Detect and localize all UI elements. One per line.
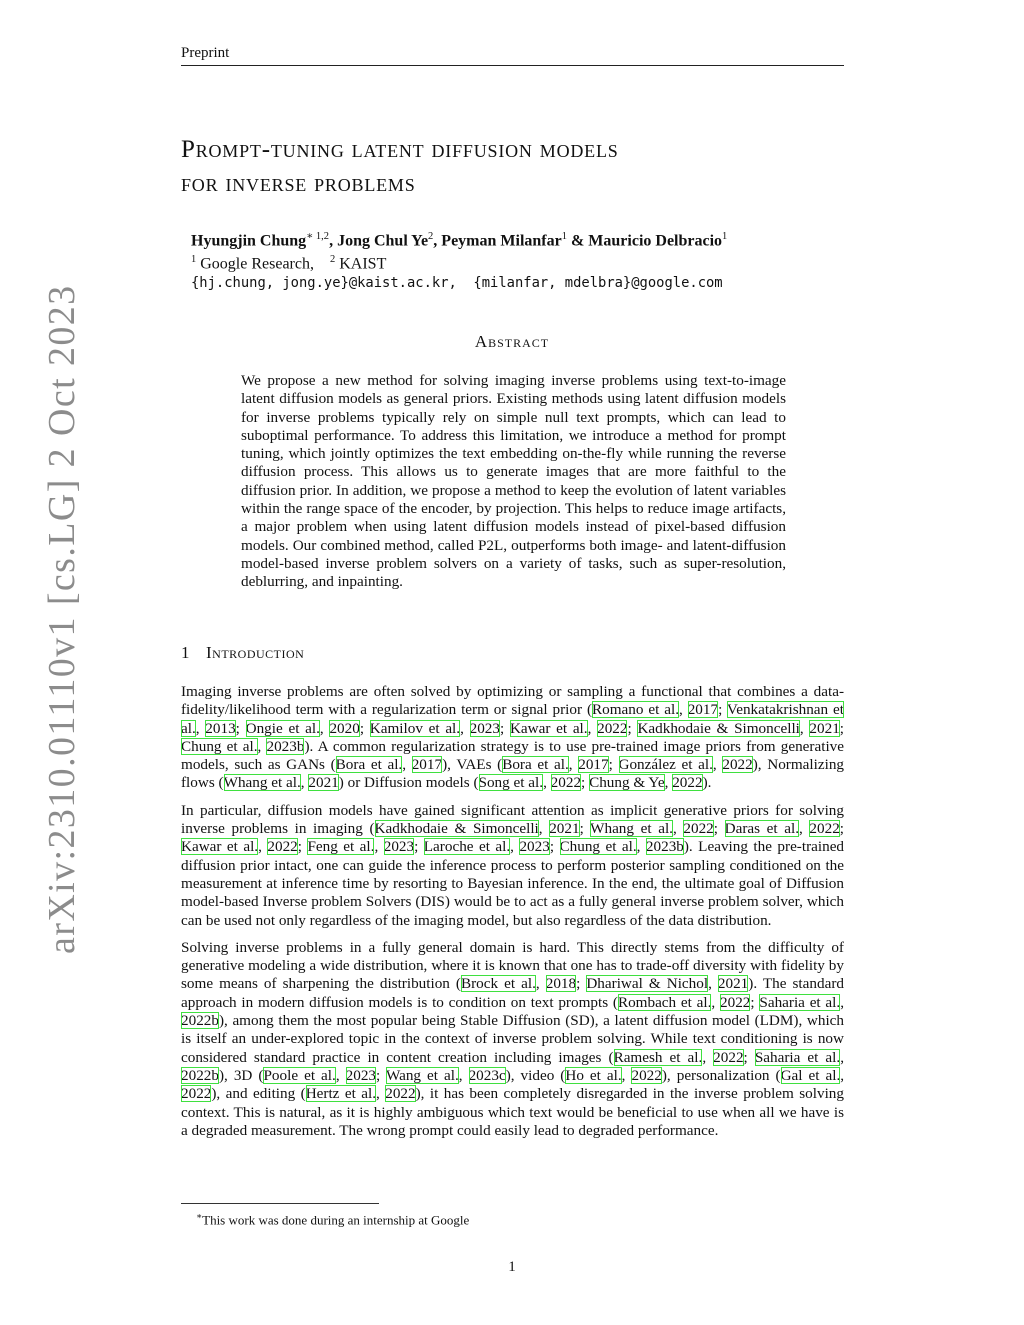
citation-link[interactable]: 2023b: [645, 838, 684, 856]
paragraph-text: ;: [235, 719, 246, 737]
paragraph-text: ,: [458, 1066, 469, 1084]
paragraph-text: ,: [258, 838, 268, 856]
paragraph-text: ,: [621, 1066, 632, 1084]
author-separator: ,: [329, 232, 338, 250]
citation-link[interactable]: Brock et al.: [460, 975, 536, 993]
citation-link[interactable]: 2022b: [181, 1066, 219, 1084]
affiliation-mark: 2: [329, 254, 336, 266]
affiliations: [191, 250, 851, 273]
paragraph-text: ;: [576, 975, 587, 993]
citation-link[interactable]: 2021: [809, 719, 840, 737]
paragraph-text: ;: [359, 719, 370, 737]
citation-link[interactable]: 2018: [545, 975, 577, 993]
citation-link[interactable]: 2022: [720, 993, 751, 1011]
paper-title: [181, 133, 844, 201]
paragraph-text: Solving inverse problems in a fully general domain is hard. This directly stems from the difficulty of generative modeling a wide distribution, where it is known that one has to trade-off diversity with fidelity by some means of sharpening the distribution (: [181, 938, 844, 993]
author-mark: 1: [722, 231, 728, 242]
paragraph-text: ,: [664, 774, 673, 792]
paragraph-text: ), Normalizing flows (: [181, 756, 845, 792]
page-number: 1: [508, 1259, 516, 1275]
citation-link[interactable]: 2023: [519, 838, 550, 856]
paragraph-text: ,: [374, 838, 384, 856]
citation-link[interactable]: Chung & Ye: [589, 774, 665, 792]
paragraph-text: ,: [376, 1085, 386, 1103]
paragraph-text: ;: [608, 756, 619, 774]
paragraph-text: ,: [319, 719, 330, 737]
abstract-heading: Abstract: [474, 332, 550, 351]
paragraph-text: ) or Diffusion models (: [338, 774, 479, 792]
citation-link[interactable]: Chung et al.: [181, 737, 258, 755]
citation-link[interactable]: 2022: [550, 774, 582, 792]
paragraph-text: Imaging inverse problems are often solved by optimizing or sampling a functional that combines a data-fidelity/likelihood term with a regularization term or signal prior (: [181, 683, 844, 719]
citation-link[interactable]: 2020: [329, 719, 360, 737]
author-name: Hyungjin Chung: [191, 232, 307, 250]
citation-link[interactable]: 2022b: [181, 1012, 219, 1030]
citation-link[interactable]: Kadkhodaie & Simoncelli: [374, 820, 539, 838]
paragraph-text: ,: [636, 838, 646, 856]
paragraph-text: In particular, diffusion models have gained significant attention as implicit generative priors for solving inverse problems in imaging (: [181, 801, 844, 838]
title-line-1: Prompt-tuning latent diffusion models: [181, 136, 619, 163]
author-separator: &: [566, 232, 589, 250]
citation-link[interactable]: Gal et al.: [780, 1066, 841, 1084]
footnote-text: This work was done during an internship at Google: [202, 1212, 470, 1228]
paragraph-text: ), VAEs (: [442, 756, 503, 774]
citation-link[interactable]: Saharia et al.: [754, 1048, 841, 1066]
paragraph-text: ,: [799, 719, 810, 737]
citation-link[interactable]: 2023: [383, 838, 415, 856]
citation-link[interactable]: Ongie et al.: [245, 719, 320, 737]
affiliation-mark: 1: [191, 254, 197, 266]
author-mark: 1: [561, 231, 567, 242]
paragraph-text: ), video (: [505, 1066, 566, 1084]
citation-link[interactable]: 2021: [308, 774, 339, 792]
citation-link[interactable]: 2022: [597, 719, 628, 737]
paragraph-text: ;: [414, 838, 424, 856]
citation-link[interactable]: Kawar et al.: [509, 719, 588, 737]
author-emails: {hj.chung, jong.ye}@kaist.ac.kr, {milanfar, mdelbra}@google.com: [191, 274, 723, 291]
citation-link[interactable]: 2022: [631, 1066, 662, 1084]
citation-link[interactable]: Poole et al.: [263, 1066, 336, 1084]
citation-link[interactable]: 2023b: [266, 737, 305, 755]
section-title: Introduction: [206, 643, 305, 662]
citation-link[interactable]: 2023c: [468, 1066, 506, 1084]
citation-link[interactable]: Daras et al.: [724, 820, 799, 838]
citation-link[interactable]: 2013: [205, 719, 236, 737]
paragraph-text: ). The standard approach in modern diffusion models is to condition on text prompts (: [181, 975, 844, 1011]
paragraph-text: ,: [510, 838, 520, 856]
paragraph-text: ,: [799, 820, 810, 838]
paragraph-text: ;: [750, 993, 760, 1011]
paragraph-text: ,: [708, 975, 718, 993]
affiliation-name: Google Research,: [196, 255, 314, 273]
citation-link[interactable]: Venkatakrishnan et al.: [181, 701, 844, 737]
citation-link[interactable]: 2021: [717, 975, 749, 993]
citation-link[interactable]: 2023: [469, 719, 500, 737]
citation-link[interactable]: Dhariwal & Nichol: [586, 975, 709, 993]
paragraph-text: ,: [840, 1066, 845, 1084]
citation-link[interactable]: 2022: [683, 820, 714, 838]
title-line-2: for inverse problems: [181, 170, 416, 197]
citation-link[interactable]: Ho et al.: [565, 1066, 622, 1084]
paragraph-text: ,: [712, 756, 723, 774]
footnote-mark: ∗: [196, 1211, 203, 1221]
citation-link[interactable]: 2022: [713, 1048, 744, 1066]
paragraph-text: ,: [672, 820, 684, 838]
paragraph-text: ,: [587, 719, 598, 737]
paragraph-text: ;: [581, 774, 590, 792]
paragraph-text: ;: [297, 838, 308, 856]
paragraph-text: ;: [579, 820, 591, 838]
paragraph-text: ;: [718, 701, 727, 719]
paragraph-text: ;: [376, 1066, 386, 1084]
paragraph: [181, 939, 844, 1140]
affiliation-name: KAIST: [335, 255, 387, 273]
paragraph-text: ). A common regularization strategy is to use pre-trained image priors from generative models, such as GANs (: [181, 737, 844, 774]
citation-link[interactable]: Romano et al.: [592, 701, 679, 719]
author-block: [191, 227, 851, 293]
paragraph-text: ), among them the most popular being Stable Diffusion (SD), a latent diffusion model (LDM), which is itself an under-explored topic in the context of inverse problem solving. While text conditioning is now considered standard practice in content creation including images (: [181, 1012, 844, 1066]
author-list: [191, 227, 851, 250]
citation-link[interactable]: Feng et al.: [307, 838, 375, 856]
author-mark: ∗ 1,2: [306, 231, 330, 242]
footnote: [196, 1208, 836, 1228]
citation-link[interactable]: Kadkhodaie & Simoncelli: [637, 719, 800, 737]
citation-link[interactable]: 2017: [687, 701, 719, 719]
paragraph-text: ,: [335, 1066, 346, 1084]
citation-link[interactable]: 2017: [411, 756, 443, 774]
citation-link[interactable]: Laroche et al.: [423, 838, 511, 856]
author-name: Jong Chul Ye: [337, 232, 429, 250]
citation-link[interactable]: Bora et al.: [335, 756, 403, 774]
paragraph-text: ), 3D (: [218, 1066, 264, 1084]
paragraph-text: ,: [840, 993, 844, 1011]
citation-link[interactable]: Rombach et al.: [617, 993, 712, 1011]
header-rule: [181, 65, 844, 66]
paragraph-text: ).: [702, 774, 712, 792]
citation-link[interactable]: Song et al.: [478, 774, 544, 792]
paragraph-text: ;: [743, 1048, 755, 1066]
paragraph-text: ), it has been completely disregarded in the inverse problem solving context. This is natural, as it is highly ambiguous which text would be beneficial to use when all we have is a degraded measurement. The wrong prompt could easily lead to degraded performance.: [181, 1085, 844, 1139]
citation-link[interactable]: Hertz et al.: [305, 1085, 376, 1103]
paragraph-text: ,: [535, 975, 546, 993]
citation-link[interactable]: 2023: [345, 1066, 376, 1084]
paragraph-text: ,: [840, 1048, 844, 1066]
citation-link[interactable]: 2022: [267, 838, 298, 856]
citation-link[interactable]: Whang et al.: [590, 820, 673, 838]
section-number: 1: [181, 643, 190, 662]
citation-link[interactable]: 2022: [809, 820, 840, 838]
paragraph-text: ). Leaving the pre-trained diffusion prior intact, one can guide the inference process to perform posterior sampling conditioned on the measurement at inference time by resorting to Bayesian inference. In the end, the ultimate goal of Diffusion model-based Inverse problem Solvers (DIS) would be to act as a fully general inverse problem solver, which can be used not only regardless of the imaging model, but also regardless of the data distribution.: [181, 838, 845, 929]
paragraph: [181, 683, 844, 793]
paragraph-text: ,: [402, 756, 412, 774]
paragraph-text: ,: [257, 737, 267, 755]
author-name: Mauricio Delbracio: [588, 232, 723, 250]
running-header: Preprint: [181, 45, 230, 61]
paragraph-text: ), and editing (: [211, 1085, 306, 1103]
citation-link[interactable]: Whang et al.: [223, 774, 301, 792]
paragraph-text: ,: [543, 774, 551, 792]
citation-link[interactable]: 2017: [578, 756, 609, 774]
paragraph-text: ,: [711, 993, 720, 1011]
footnote-rule: [181, 1203, 379, 1204]
citation-link[interactable]: Chung et al.: [559, 838, 637, 856]
author-name: Peyman Milanfar: [441, 232, 562, 250]
paragraph-text: ,: [702, 1048, 714, 1066]
introduction-body: [181, 683, 844, 1149]
citation-link[interactable]: 2022: [672, 774, 703, 792]
section-heading-introduction: [181, 643, 304, 663]
paragraph-text: ;: [627, 719, 638, 737]
citation-link[interactable]: 2022: [722, 756, 753, 774]
paragraph-text: ,: [460, 719, 470, 737]
arxiv-identifier-stamp: arXiv:2310.01110v1 [cs.LG] 2 Oct 2023: [41, 284, 83, 954]
paragraph-text: ;: [549, 838, 560, 856]
citation-link[interactable]: Bora et al.: [502, 756, 569, 774]
paragraph-text: ,: [195, 719, 206, 737]
citation-link[interactable]: Kawar et al.: [181, 838, 259, 856]
author-mark: 2: [428, 231, 434, 242]
citation-link[interactable]: Wang et al.: [385, 1066, 459, 1084]
paragraph-text: ,: [300, 774, 309, 792]
paragraph-text: ;: [839, 719, 845, 737]
paragraph-text: ;: [499, 719, 510, 737]
citation-link[interactable]: 2022: [385, 1085, 416, 1103]
paragraph-text: ,: [568, 756, 579, 774]
citation-link[interactable]: 2022: [181, 1085, 212, 1103]
paragraph: [181, 802, 844, 930]
paragraph-text: ,: [538, 820, 550, 838]
paragraph-text: ;: [839, 820, 845, 838]
paragraph-text: ), personalization (: [661, 1066, 781, 1084]
citation-link[interactable]: 2021: [549, 820, 580, 838]
citation-link[interactable]: Ramesh et al.: [613, 1048, 703, 1066]
citation-link[interactable]: González et al.: [618, 756, 713, 774]
citation-link[interactable]: Saharia et al.: [759, 993, 841, 1011]
paragraph-text: ;: [713, 820, 725, 838]
author-separator: ,: [433, 232, 442, 250]
abstract-body: We propose a new method for solving imaging inverse problems using text-to-image latent diffusion models as general priors. Existing methods using latent diffusion models for inverse problems typically rely on simple null text prompts, which can lead to suboptimal performance. To address this limitation, we introduce a method for prompt tuning, which jointly optimizes the text embedding on-the-fly while running the reverse diffusion process. This allows us to generate images that are more faithful to the diffusion prior. In addition, we propose a method to keep the evolution of latent variables within the range space of the encoder, by projection. This helps to reduce image artifacts, a major problem when using latent diffusion models instead of pixel-based diffusion models. Our combined method, called P2L, outperforms both image- and latent-diffusion model-based inverse problem solvers on a variety of tasks, such as super-resolution, deblurring, and inpainting.: [241, 372, 786, 591]
citation-link[interactable]: Kamilov et al.: [369, 719, 461, 737]
paragraph-text: ,: [679, 701, 688, 719]
